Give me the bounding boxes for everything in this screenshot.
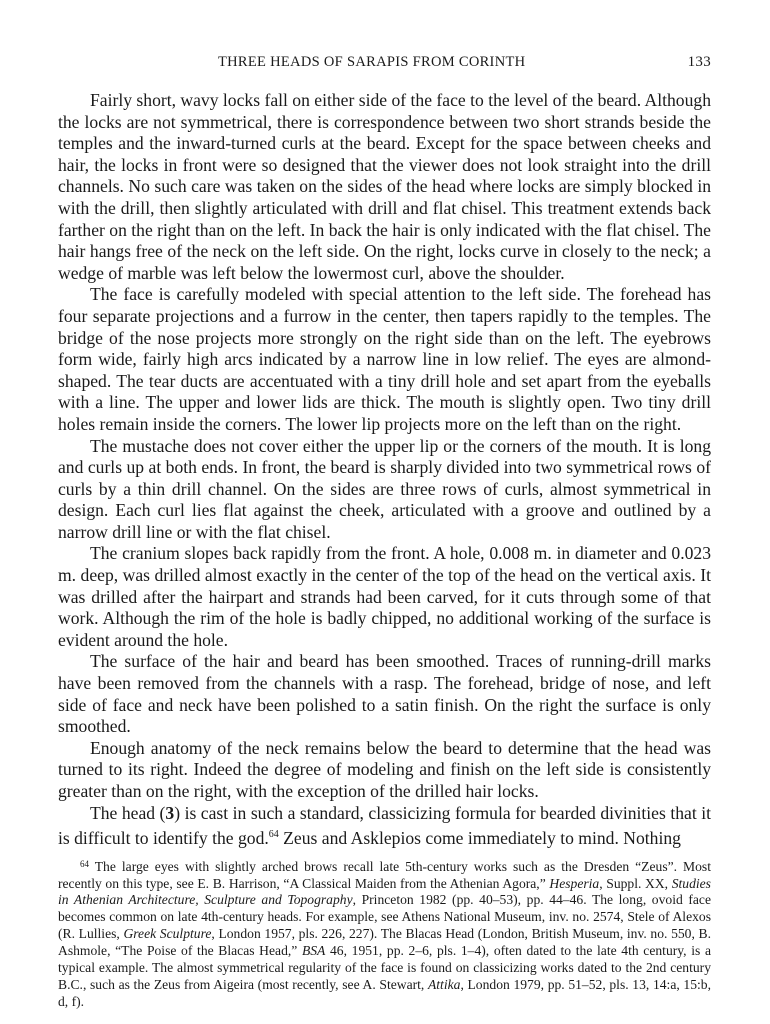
paragraph: Fairly short, wavy locks fall on either side of the face to the level of the beard. Although the locks are not symmetrical, there is correspondence between two short strands beside the temples and the inward-turned curls at the beard. Except for the space between cheeks and hair, the locks in front were so designed that the viewer does not look straight into the drill channels. No such care was taken on the sides of the head where locks are simply blocked in with the drill, then slightly articulated with drill and flat chisel. This treatment extends back farther on the right than on the left. In back the hair is only indicated with the flat chisel. The hair hangs free of the neck on the left side. On the right, locks curve in closely to the neck; a wedge of marble was left below the lowermost curl, above the shoulder. xyxy=(58,90,711,283)
journal-title: Hesperia xyxy=(549,875,600,891)
body-text xyxy=(58,90,711,850)
running-title: THREE HEADS OF SARAPIS FROM CORINTH xyxy=(218,54,526,70)
paragraph: The surface of the hair and beard has been smoothed. Traces of running-drill marks have been removed from the channels with a rasp. The forehead, bridge of nose, and left side of face and neck have been polished to a satin finish. On the right the surface is only smoothed. xyxy=(58,651,711,737)
text: , London 1979, pp. 51–52, pls. 13, 14:a, 15:b, d, f). xyxy=(58,976,711,1009)
book-title: Studies in Athenian Architecture, Sculpture and Topography xyxy=(58,875,711,908)
page-number: 133 xyxy=(687,54,711,70)
footnote-64 xyxy=(58,856,711,1011)
text: ) is cast in such a standard, classicizing formula for bearded divinities that it is difficult to identify the god. xyxy=(58,802,711,849)
text: The head ( xyxy=(90,802,166,823)
book-title: Attika xyxy=(427,976,461,992)
text: The large eyes with slightly arched brows recall late 5th-century works such as the Dresden “Zeus”. Most recently on this type, see E. B. Harrison, “A Classical Maiden from the Athenian Agora,” xyxy=(58,858,711,891)
text: , such as the Zeus from Aigeira (most recently, see A. Stewart, xyxy=(82,976,428,992)
paragraph: The mustache does not cover either the upper lip or the corners of the mouth. It is long and curls up at both ends. In front, the beard is sharply divided into two symmetrical rows of curls by a thin drill channel. On the sides are three rows of curls, almost symmetrical in design. Each curl lies flat against the cheek, articulated with a groove and outlined by a narrow drill line or with the flat chisel. xyxy=(58,435,711,542)
running-header xyxy=(58,50,711,74)
book-title: Greek Sculpture xyxy=(123,926,212,942)
footnote-reference[interactable]: 64 xyxy=(268,829,279,841)
text: 46, 1951, pp. 2–6, pls. 1–4), often dated to the late 4th century, is a typical example. The almost symmetrical regularity of the face is found on classicizing works dated to the 2nd century xyxy=(58,943,711,976)
paragraph: The cranium slopes back rapidly from the front. A hole, 0.008 m. in diameter and 0.023 m. deep, was drilled almost exactly in the center of the top of the head on the vertical axis. It was drilled after the hairpart and strands had been carved, for it cuts through some of that work. Although the rim of the hole is badly chipped, no additional working of the surface is evident around the hole. xyxy=(58,543,711,650)
paragraph xyxy=(58,803,711,850)
text: , Suppl. XX, xyxy=(599,875,672,891)
text: Zeus and Asklepios come immediately to mind. Nothing xyxy=(278,828,681,849)
footnote-number: 64 xyxy=(80,858,89,869)
footnotes xyxy=(58,856,711,1011)
paragraph: The face is carefully modeled with special attention to the left side. The forehead has four separate projections and a furrow in the center, then tapers rapidly to the temples. The bridge of the nose projects more strongly on the right side than on the left. The eyebrows form wide, fairly high arcs indicated by a narrow line in low relief. The eyes are almond-shaped. The tear ducts are accentuated with a tiny drill hole and set apart from the eyeballs with a line. The upper and lower lids are thick. The mouth is slightly open. Two tiny drill holes remain inside the corners. The lower lip projects more on the left than on the right. xyxy=(58,284,711,434)
text: , London 1957, pls. 226, 227). The Blacas Head (London, British Museum, inv. no. 550, B. Ashmole, “The Poise of the Blacas Head,” xyxy=(58,926,711,959)
journal-title: BSA xyxy=(301,943,326,959)
paragraph: Enough anatomy of the neck remains below the beard to determine that the head was turned to its right. Indeed the degree of modeling and finish on the left side is consistently greater than on the right, with the exception of the drilled hair locks. xyxy=(58,737,711,801)
catalog-number: 3 xyxy=(165,802,175,823)
page xyxy=(58,50,711,1011)
era-abbreviation: B.C. xyxy=(58,976,83,992)
text: , Princeton 1982 (pp. 40–53), pp. 44–46. The long, ovoid face becomes common on late 4th-century heads. For example, see Athens National Museum, inv. no. 2574, Stele of Alexos (R. Lullies, xyxy=(58,892,711,942)
